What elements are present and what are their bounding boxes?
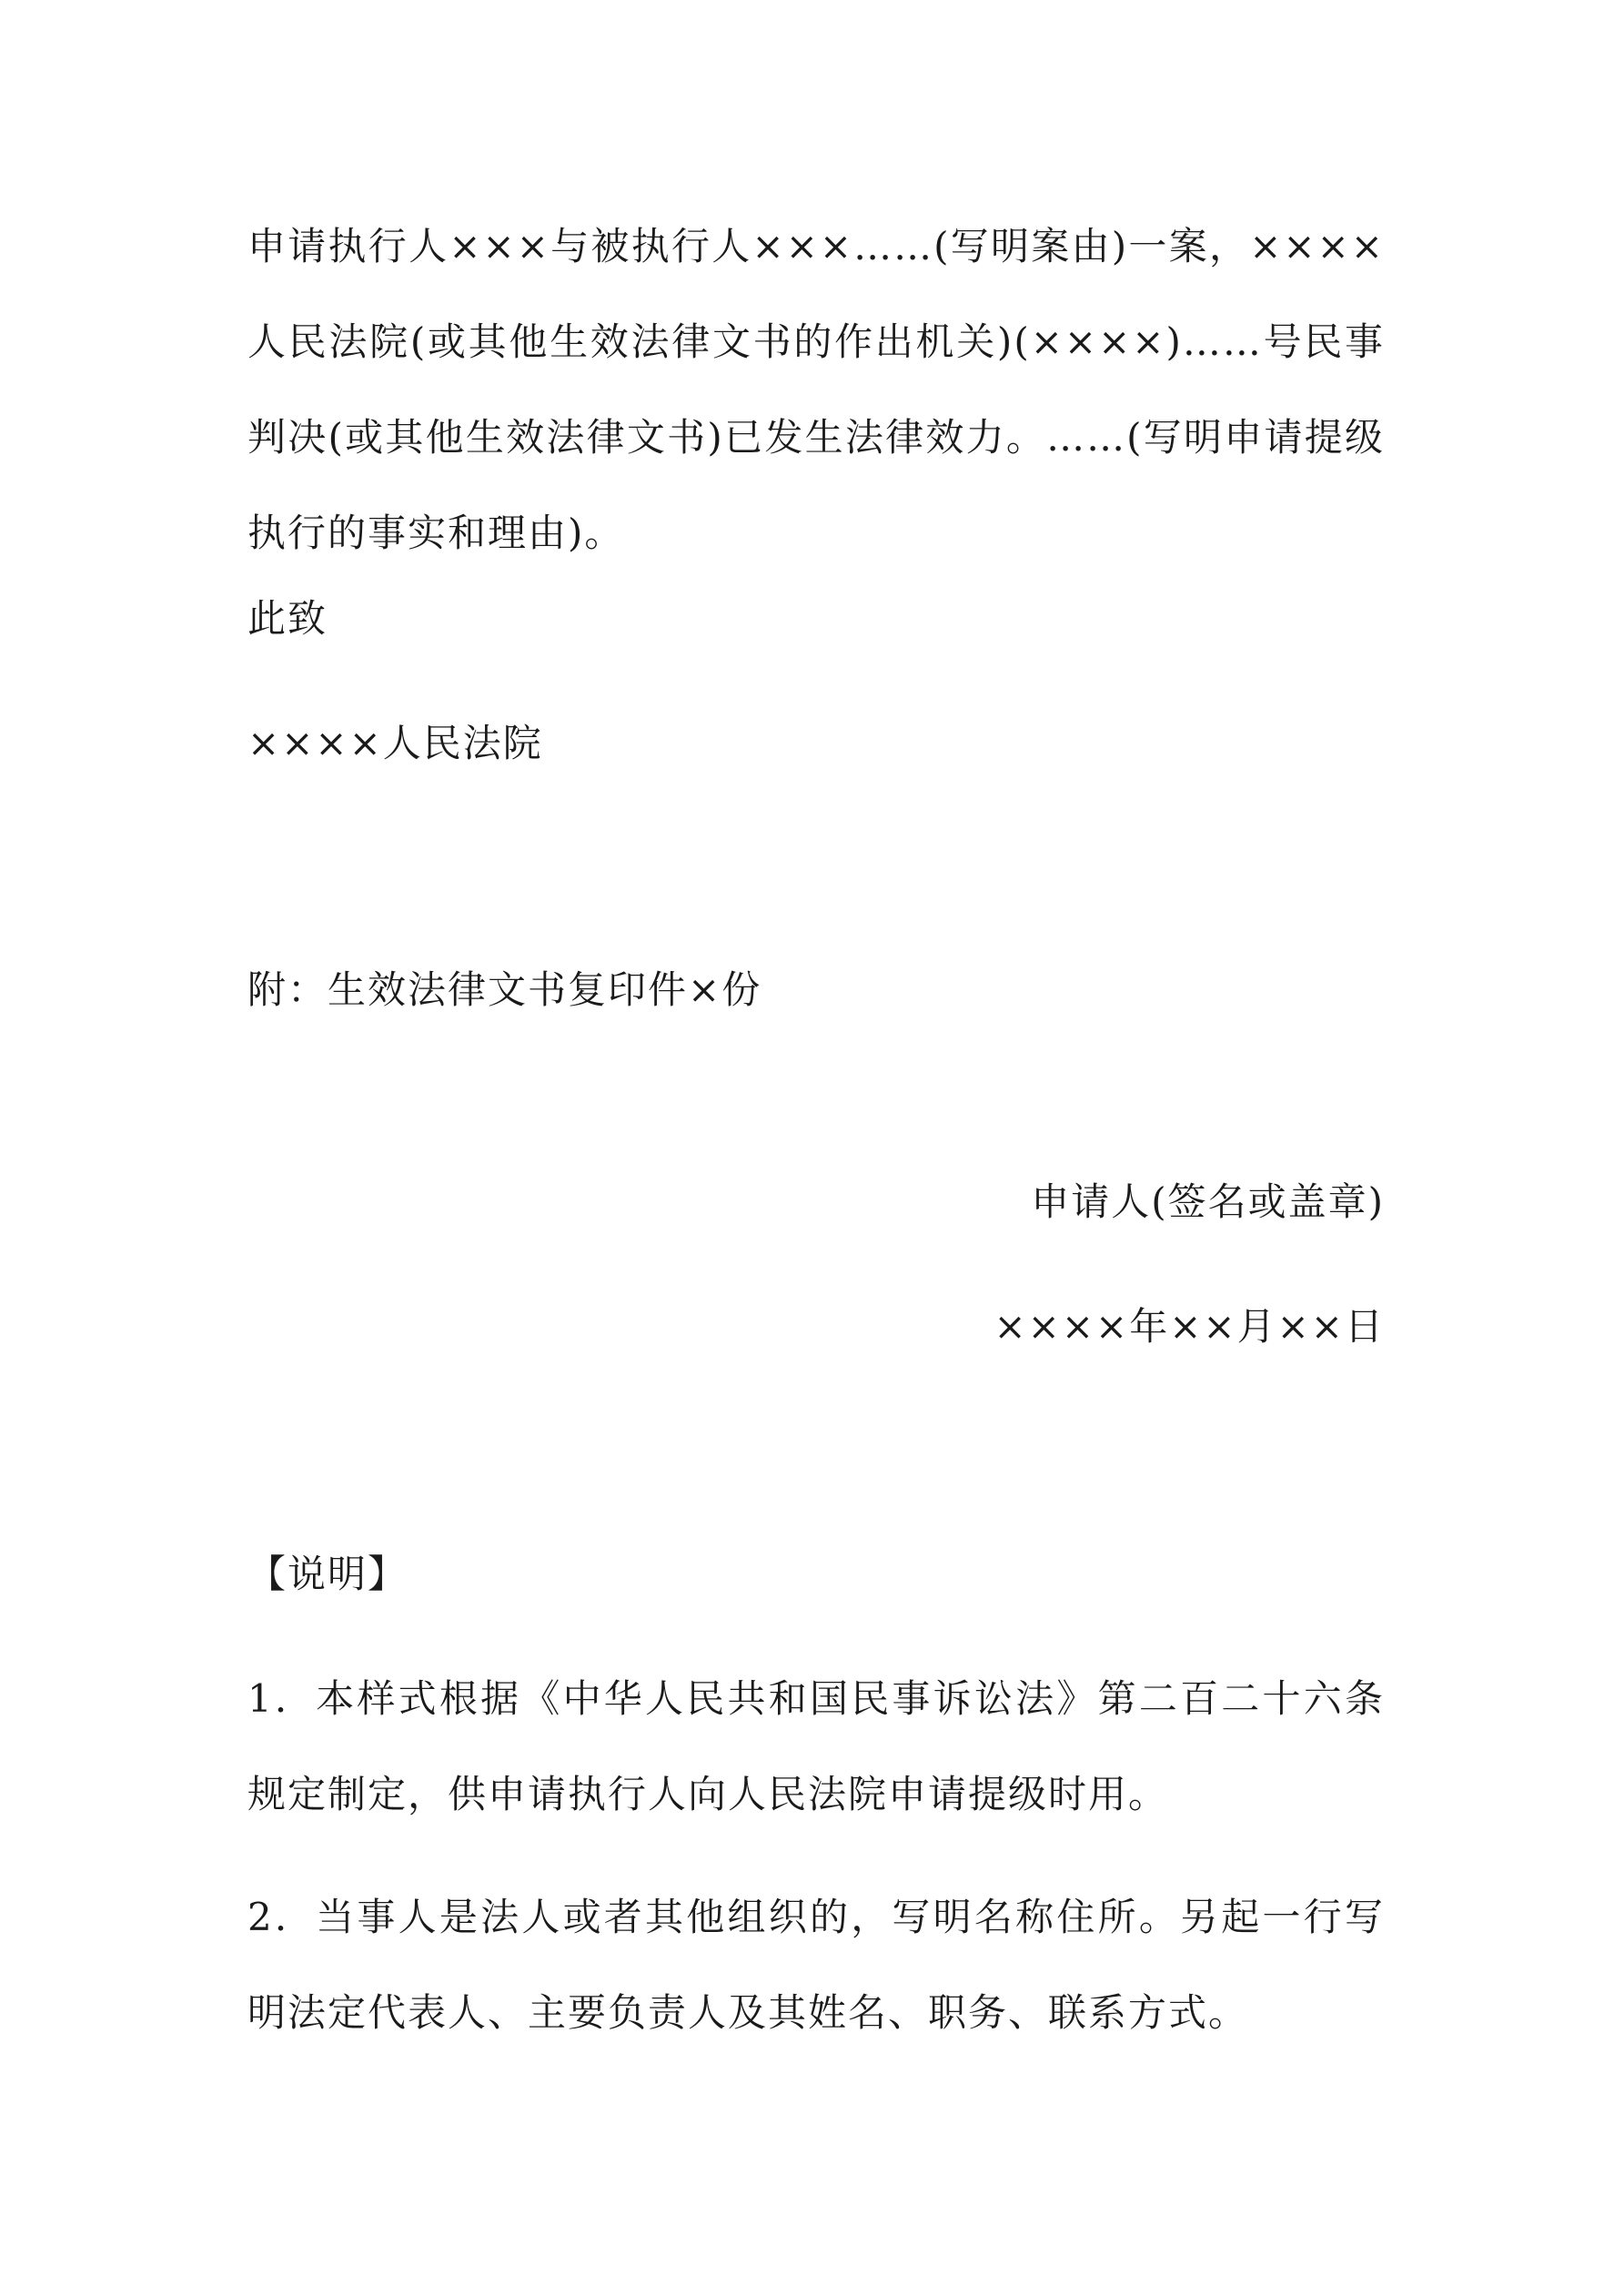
recipient-court: ××××人民法院 (247, 721, 543, 765)
note-item: 1．本样式根据《中华人民共和国民事诉讼法》第二百二十六条规定制定，供申请执行人向人民法院申请提级时用。 (247, 1676, 1385, 1816)
salutation: 此致 (247, 596, 328, 641)
attachment-line: 附：生效法律文书复印件×份 (247, 967, 762, 1012)
notes-title: 【说明】 (247, 1552, 409, 1596)
body-paragraph: 申请执行人×××与被执行人×××……(写明案由)一案，××××人民法院(或其他生效法律文书的作出机关)(××××)……号民事判决(或其他生效法律文书)已发生法律效力。……(写明申请提级执行的事实和理由)。 (247, 224, 1385, 555)
note-item: 2．当事人是法人或者其他组织的，写明名称住所。另起一行写明法定代表人、主要负责人及其姓名、职务、联系方式。 (247, 1895, 1385, 2035)
date-line: ××××年××月××日 (994, 1304, 1385, 1349)
signature-line: 申请人(签名或盖章) (1031, 1179, 1385, 1224)
